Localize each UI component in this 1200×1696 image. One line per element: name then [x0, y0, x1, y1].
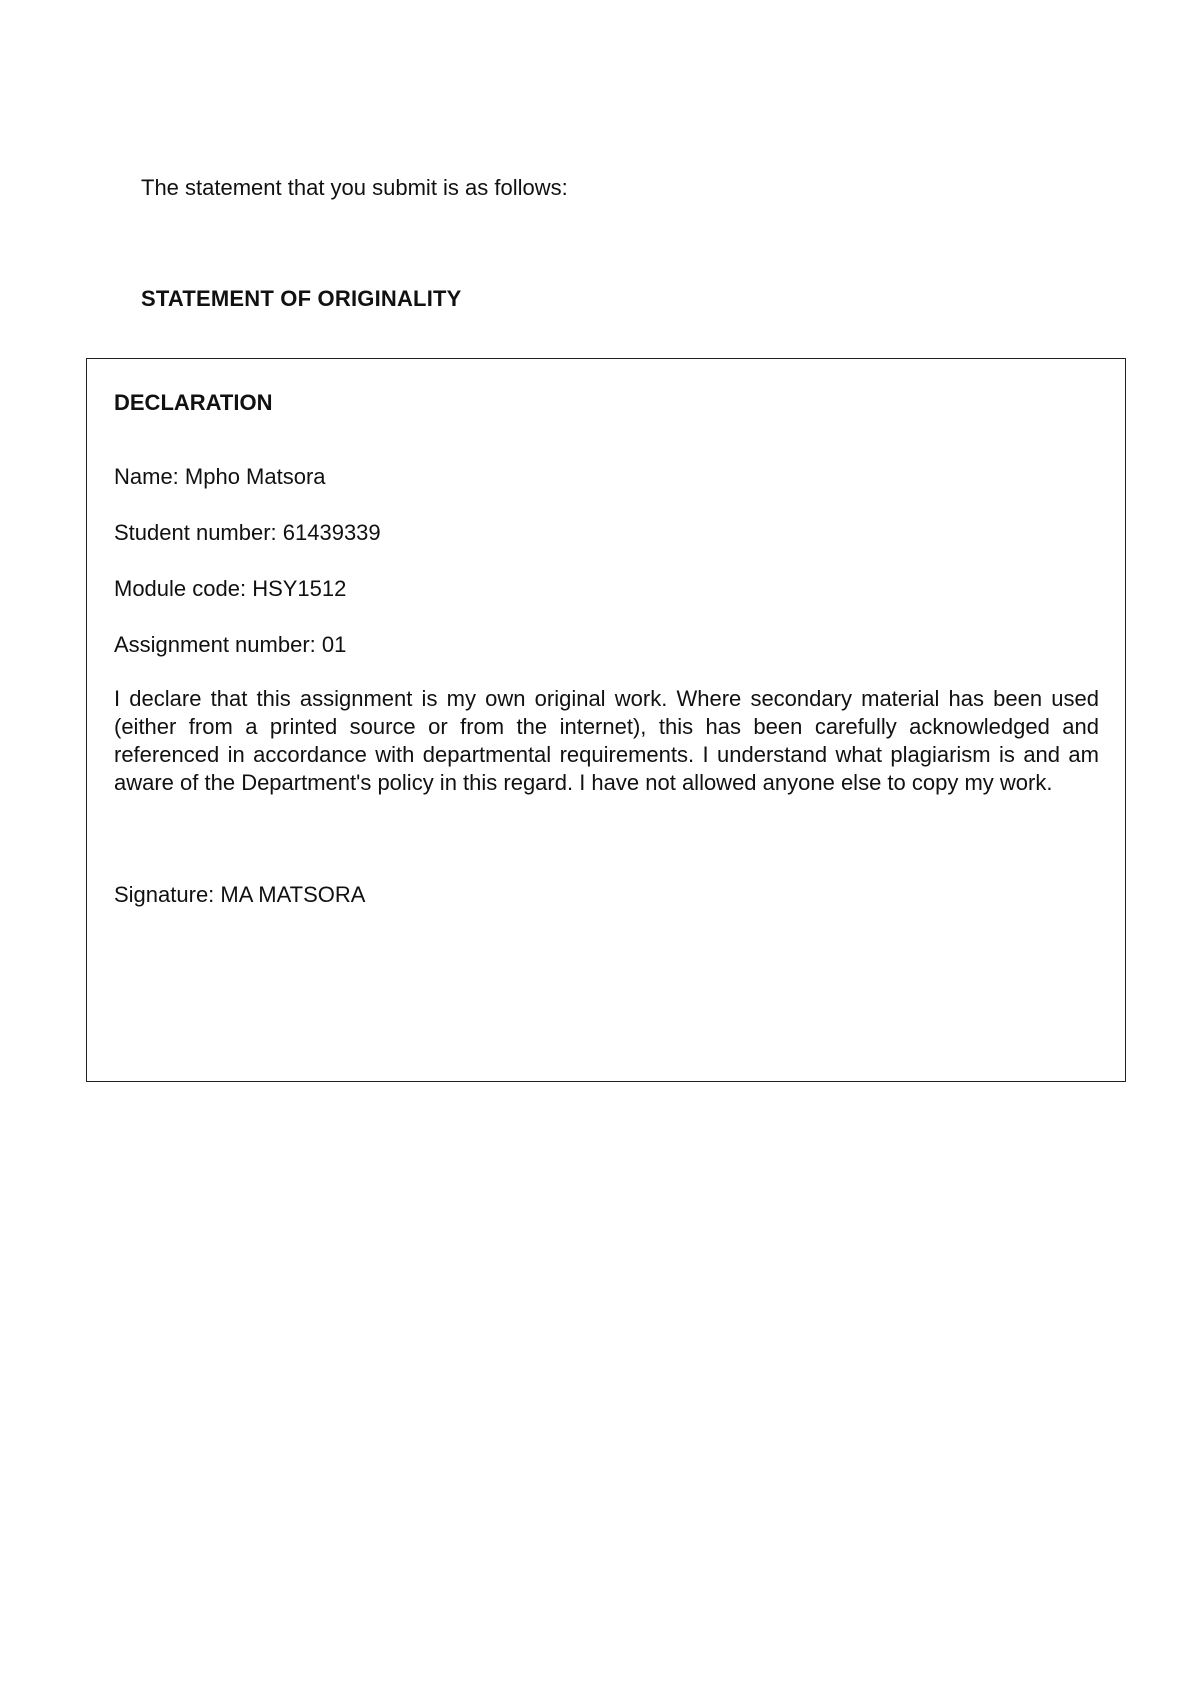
module-code-field: Module code: HSY1512	[114, 576, 347, 601]
assignment-number-field: Assignment number: 01	[114, 632, 347, 657]
statement-title: STATEMENT OF ORIGINALITY	[141, 286, 462, 311]
declaration-heading: DECLARATION	[114, 390, 273, 415]
signature-field: Signature: MA MATSORA	[114, 882, 366, 907]
intro-text: The statement that you submit is as follows:	[141, 175, 568, 200]
student-number-field: Student number: 61439339	[114, 520, 381, 545]
declaration-text: I declare that this assignment is my own original work. Where secondary material has been used (either from a printed source or from the internet), this has been carefully acknowledged and referenced in accordance with departmental requirements. I understand what plagiarism is and am aware of the Department's policy in this regard. I have not allowed anyone else to copy my work.	[114, 686, 1099, 795]
declaration-box	[86, 358, 1126, 1082]
name-field: Name: Mpho Matsora	[114, 464, 326, 489]
